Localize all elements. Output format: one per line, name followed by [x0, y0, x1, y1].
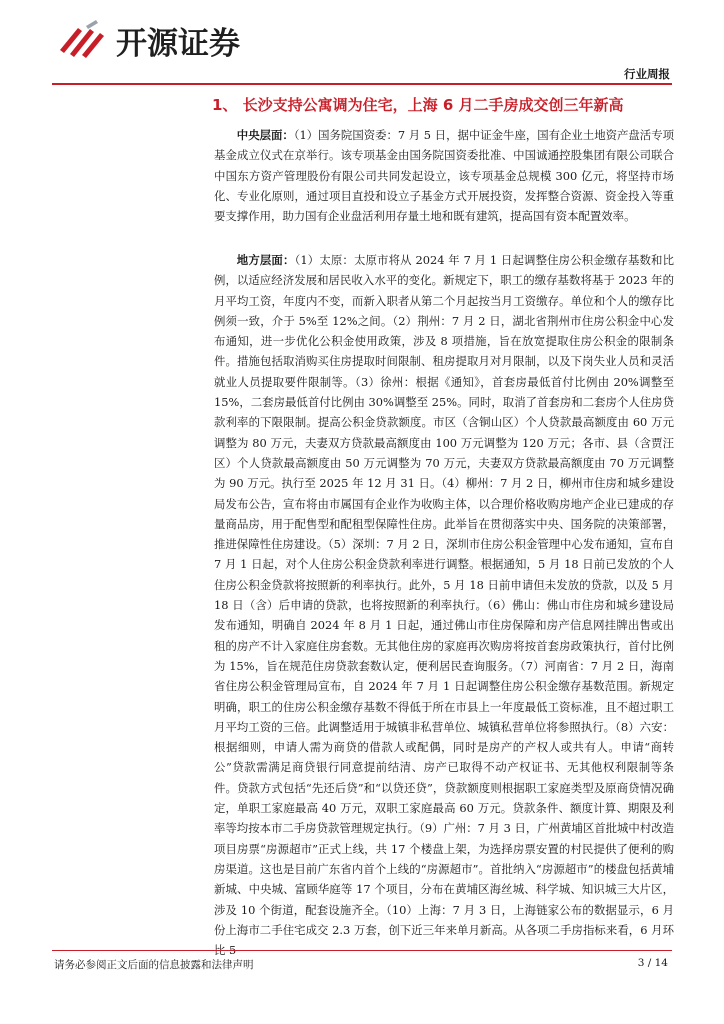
paragraph-text: （1）太原：太原市将从 2024 年 7 月 1 日起调整住房公积金缴存基数和比例，以适应经济发展和居民收入水平的变化。新规定下，职工的缴存基数将基于 2023 年的月平均工资，年度内不变，而新入职者从第二个月起按当月工资缴存。单位和个人的缴存比例须一致，介于 5%至 12%之间。（2）荆州：7 月 2 日，湖北省荆州市住房公积金中心发布通知，进一步优化公积金使用政策，涉及 8 项措施，旨在放宽提取住房公积金的限制条件。措施包括取消购买住房提取时间限制、租房提取月对月限制，以及下岗失业人员和灵活就业人员提取要件限制等。（3）徐州：根据《通知》，首套房最低首付比例由 20%调整至 15%，二套房最低首付比例由 30%调整至 25%。同时，取消了首套房和二套房个人住房贷款利率的下限限制。提高公积金贷款额度。市区（含铜山区）个人贷款最高额度由 60 万元调整为 80 万元，夫妻双方贷款最高额度由 100 万元调整为 120 万元；各市、县（含贾汪区）个人贷款最高额度由 50 万元调整为 70 万元，夫妻双方贷款最高额度由 70 万元调整为 90 万元。执行至 2025 年 12 月 31 日。（4）柳州：7 月 2 日，柳州市住房和城乡建设局发布公告，宣布将由市属国有企业作为收购主体，以合理价格收购房地产企业已建成的存量商品房，用于配售型和配租型保障性住房。此举旨在贯彻落实中央、国务院的决策部署，推进保障性住房建设。（5）深圳：7 月 2 日，深圳市住房公积金管理中心发布通知，宣布自 7 月 1 日起，对个人住房公积金贷款利率进行调整。根据通知，5 月 18 日前已发放的个人住房公积金贷款将按照新的利率执行。此外，5 月 18 日前申请但未发放的贷款，以及 5 月 18 日（含）后申请的贷款，也将按照新的利率执行。（6）佛山：佛山市住房和城乡建设局发布通知，明确自 2024 年 8 月 1 日起，通过佛山市住房保障和房产信息网挂牌出售或出租的房产不计入家庭住房套数。无其他住房的家庭再次购房将按首套房政策执行，首付比例为 15%，旨在规范住房贷款套数认定，便利居民查询服务。（7）河南省：7 月 2 日，海南省住房公积金管理局宣布，自 2024 年 7 月 1 日起调整住房公积金缴存基数范围。新规定明确，职工的住房公积金缴存基数不得低于所在市县上一年度最低工资标准，且不超过职工月平均工资的三倍。此调整适用于城镇非私营单位、城镇私营单位将参照执行。（8）六安：根据细则，申请人需为商贷的借款人或配偶，同时是房产的产权人或共有人。申请“商转公”贷款需满足商贷银行同意提前结清、房产已取得不动产权证书、无其他权利限制等条件。贷款方式包括“先还后贷”和“以贷还贷”，贷款额度则根据职工家庭类型及原商贷情况确定，单职工家庭最高 40 万元，双职工家庭最高 60 万元。贷款条件、额度计算、期限及利率等均按本市二手房贷款管理规定执行。（9）广州：7 月 3 日，广州黄埔区首批城中村改造项目房票“房源超市”正式上线，共 17 个楼盘上架，为选择房票安置的村民提供了便利的购房渠道。这也是目前广东省内首个上线的“房源超市”。首批纳入“房源超市”的楼盘包括黄埔新城、中央城、富顾华庭等 17 个项目，分布在黄埔区海丝城、科学城、知识城三大片区，涉及 10 个街道，配套设施齐全。（10）上海：7 月 3 日，上海链家公布的数据显示，6 月份上海市二手住宅成交 2.3 万套，创下近三年来单月新高。从各项二手房指标来看，6 月环比 5 — [214, 253, 674, 958]
report-type: 行业周报 — [624, 67, 670, 81]
footer-disclaimer: 请务必参阅正文后面的信息披露和法律声明 — [54, 959, 254, 971]
brand-logo — [56, 20, 240, 60]
logo-icon — [56, 20, 108, 60]
section-title: 1、 长沙支持公寓调为住宅，上海 6 月二手房成交创三年新高 — [212, 96, 624, 114]
paragraph-text: （1）国务院国资委：7 月 5 日，据中证金牛座，国有企业土地资产盘活专项基金成立仪式在京举行。该专项基金由国务院国资委批准、中国诚通控股集团有限公司联合中国东方资产管理股份有限公司共同发起设立，该专项基金总规模 300 亿元，将坚持市场化、专业化原则，通过项目直投和设立子基金方式开展投资，发挥整合资源、资金投入等重要支撑作用，助力国有企业盘活利用存量土地和既有建筑，提高国有资本配置效率。 — [214, 128, 674, 224]
paragraph-label: 地方层面： — [236, 253, 295, 267]
paragraph-central — [214, 125, 674, 226]
brand-name: 开源证券 — [116, 25, 240, 62]
footer-divider — [52, 950, 672, 951]
paragraph-label: 中央层面： — [236, 128, 294, 142]
header-divider — [52, 83, 672, 85]
paragraph-local — [214, 250, 674, 960]
page-number: 3 / 14 — [637, 957, 668, 969]
